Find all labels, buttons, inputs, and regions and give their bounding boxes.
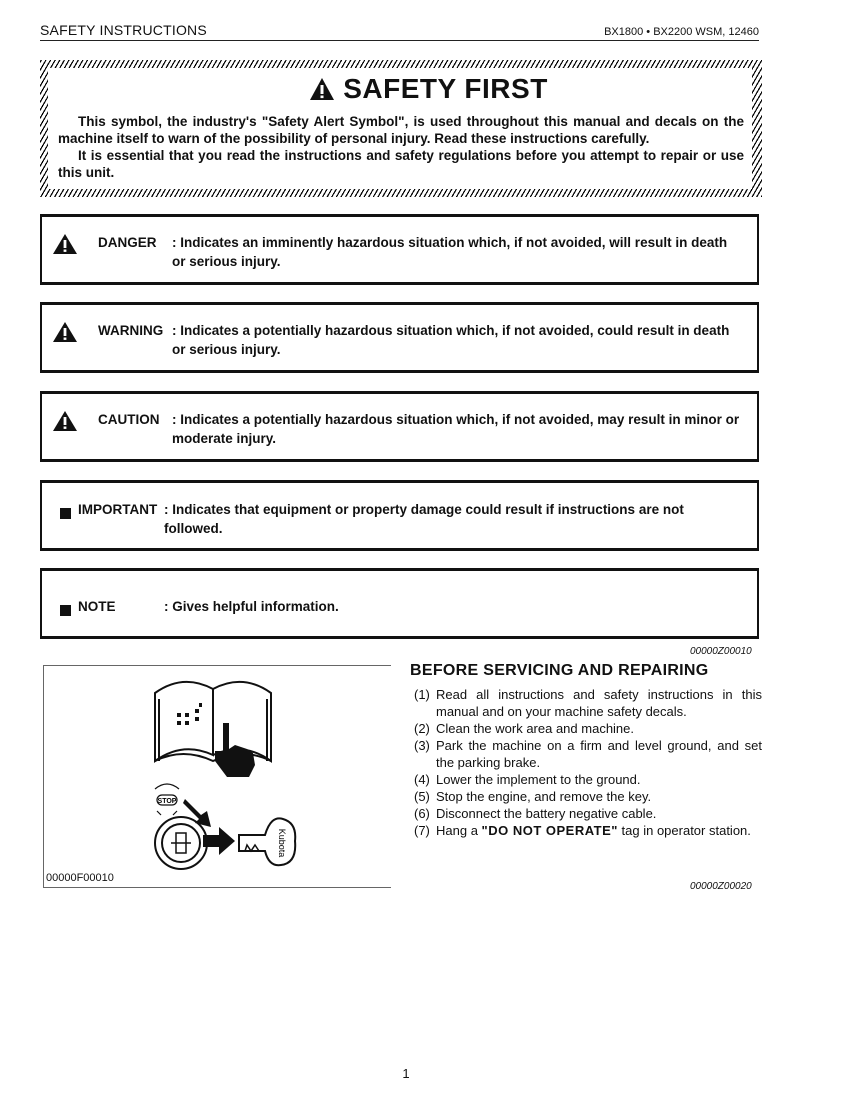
svg-text:STOP: STOP — [157, 798, 177, 805]
signal-label: CAUTION — [98, 412, 160, 427]
safety-first-para-2: It is essential that you read the instructions and safety regulations before you attempt to repair or use this unit. — [58, 148, 744, 180]
important-box — [40, 480, 759, 551]
alert-triangle-icon — [52, 410, 78, 437]
signal-description: : Indicates a potentially hazardous situation which, if not avoided, could result in death or serious injury. — [172, 323, 730, 357]
arrow-right-icon — [203, 827, 235, 855]
signal-description: : Indicates a potentially hazardous situation which, if not avoided, may result in minor or moderate injury. — [172, 412, 740, 446]
reference-code: 00000Z00020 — [690, 881, 752, 892]
caution-box — [40, 391, 759, 462]
danger-box — [40, 214, 759, 285]
stop-symbol-icon — [155, 784, 179, 815]
signal-description: : Gives helpful information. — [164, 599, 339, 614]
model-reference: BX1800 • BX2200 WSM, 12460 — [604, 26, 759, 38]
safety-first-title: SAFETY FIRST — [343, 73, 548, 104]
list-item: (4) Lower the implement to the ground. — [414, 772, 641, 787]
servicing-steps — [414, 686, 762, 839]
key-brand-label: Kubota — [277, 828, 287, 858]
reference-code: 00000Z00010 — [690, 646, 752, 657]
open-book-icon — [155, 682, 271, 761]
list-item: (2) Clean the work area and machine. — [414, 721, 635, 736]
alert-triangle-icon — [309, 77, 335, 101]
note-box — [40, 568, 759, 639]
section-title: SAFETY INSTRUCTIONS — [40, 22, 207, 38]
signal-label: DANGER — [98, 235, 157, 250]
list-item: (7) Hang a "DO NOT OPERATE" tag in operator station. — [414, 823, 751, 838]
signal-label: NOTE — [78, 599, 116, 614]
signal-label: IMPORTANT — [78, 502, 158, 517]
signal-description: : Indicates that equipment or property damage could result if instructions are not followed. — [164, 502, 684, 536]
signal-label: WARNING — [98, 323, 164, 338]
list-item: (1) Read all instructions and safety instructions in this manual and on your machine safety decals. — [414, 687, 762, 719]
alert-triangle-icon — [52, 321, 78, 348]
safety-first-heading — [0, 73, 857, 105]
list-item: (5) Stop the engine, and remove the key. — [414, 789, 652, 804]
page-number: 1 — [402, 1066, 410, 1081]
signal-description: : Indicates an imminently hazardous situation which, if not avoided, will result in death or serious injury. — [172, 235, 728, 269]
servicing-heading: BEFORE SERVICING AND REPAIRING — [410, 662, 709, 679]
figure-code: 00000F00010 — [46, 872, 114, 884]
list-item: (3) Park the machine on a firm and level ground, and set the parking brake. — [414, 738, 762, 770]
black-square-icon — [60, 601, 77, 620]
alert-triangle-icon — [52, 233, 78, 260]
header-rule — [40, 40, 759, 41]
warning-box — [40, 302, 759, 373]
key-switch-icon — [155, 817, 207, 869]
list-item: (6) Disconnect the battery negative cable. — [414, 806, 657, 821]
manual-and-key-illustration — [43, 665, 390, 887]
black-square-icon — [60, 504, 77, 523]
safety-first-para-1: This symbol, the industry's "Safety Alert Symbol", is used throughout this manual and decals on the machine itself to warn of the possibility of personal injury. Read these instructions carefully. — [58, 114, 744, 146]
safety-first-body — [58, 113, 744, 181]
